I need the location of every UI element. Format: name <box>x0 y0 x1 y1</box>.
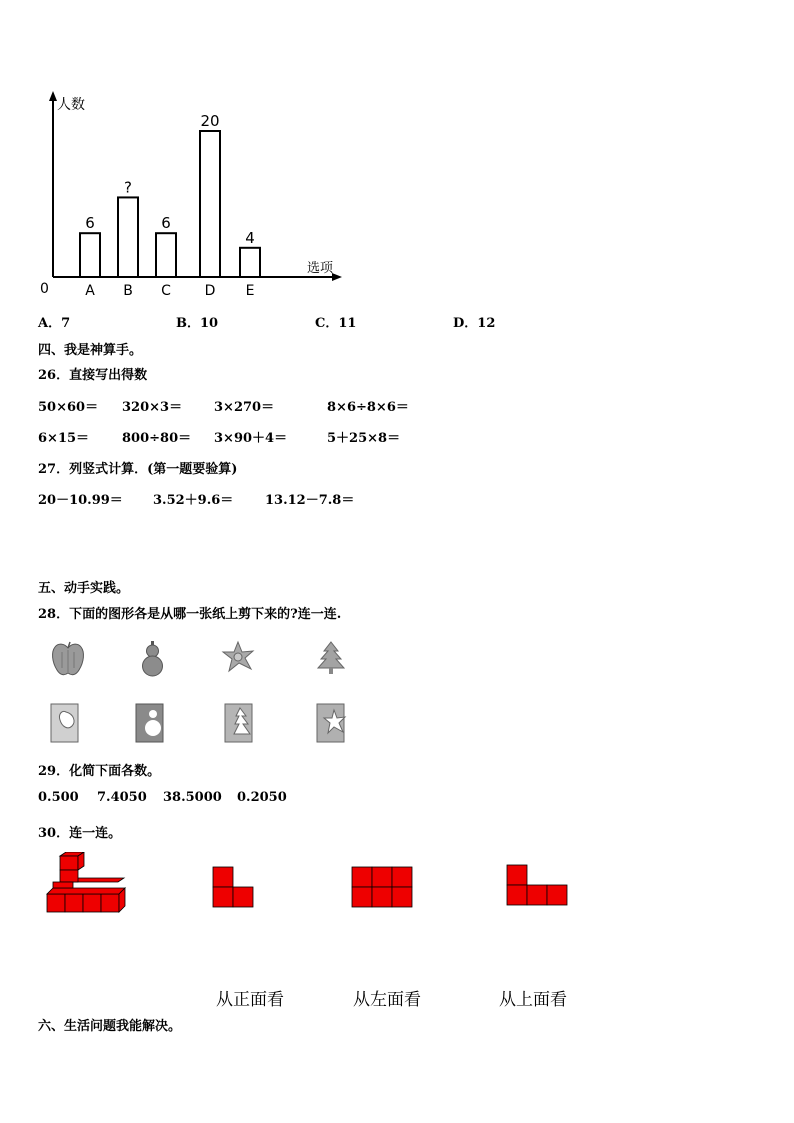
flower-shape-icon <box>220 640 256 674</box>
q29-item: 38.5000 <box>163 790 222 805</box>
bar-value-label: 4 <box>245 228 255 247</box>
q26-item: 8×6÷8×6＝ <box>327 400 409 415</box>
bar <box>200 131 220 277</box>
bar-value-label: 6 <box>85 214 95 233</box>
gourd-shape-icon <box>137 640 169 678</box>
q26-item: 800÷80＝ <box>122 431 192 446</box>
bar <box>118 197 138 277</box>
cube-stack-3d-icon <box>44 852 128 916</box>
paper-sheet-icon <box>133 702 167 744</box>
paper-sheet-icon <box>48 702 82 744</box>
paper-sheet-icon <box>222 702 256 744</box>
view-shape-icon <box>212 866 256 908</box>
q29-title: 29．化简下面各数。 <box>38 764 161 779</box>
q28-title: 28．下面的图形各是从哪一张纸上剪下来的?连一连. <box>38 607 342 622</box>
origin-label: 0 <box>40 281 49 297</box>
option-c: C．11 <box>315 316 357 331</box>
q26-title: 26．直接写出得数 <box>38 368 148 383</box>
view-shape-icon <box>506 864 570 906</box>
apple-shape-icon <box>50 640 86 678</box>
q26-item: 3×90＋4＝ <box>214 431 288 446</box>
q29-item: 0.500 <box>38 790 79 805</box>
q29-item: 7.4050 <box>97 790 147 805</box>
option-a: A．7 <box>38 316 71 331</box>
y-axis-label: 人数 <box>57 97 85 113</box>
q27-item: 3.52＋9.6＝ <box>153 493 234 508</box>
paper-sheet-icon <box>314 702 348 744</box>
x-axis-label: 选项 <box>307 261 334 276</box>
x-axis-arrow <box>332 273 342 281</box>
view-label-top: 从上面看 <box>499 990 567 1010</box>
q26-item: 50×60＝ <box>38 400 99 415</box>
view-label-front: 从正面看 <box>216 990 284 1010</box>
category-label: E <box>245 283 255 299</box>
section-5-title: 五、动手实践。 <box>38 581 130 596</box>
option-b: B．10 <box>176 316 219 331</box>
category-label: D <box>204 283 216 299</box>
category-label: C <box>161 283 171 299</box>
tree-shape-icon <box>315 640 347 676</box>
q26-item: 3×270＝ <box>214 400 275 415</box>
bar-chart <box>30 85 360 310</box>
bar <box>80 233 100 277</box>
section-6-title: 六、生活问题我能解决。 <box>38 1019 182 1034</box>
q27-item: 20－10.99＝ <box>38 493 123 508</box>
bar-value-label: 20 <box>200 112 220 130</box>
section-4-title: 四、我是神算手。 <box>38 343 143 358</box>
bar-value-label: ? <box>124 178 132 197</box>
category-label: A <box>85 283 95 299</box>
option-d: D．12 <box>453 316 496 331</box>
q27-item: 13.12－7.8＝ <box>265 493 355 508</box>
q30-title: 30．连一连。 <box>38 826 122 841</box>
q26-item: 5＋25×8＝ <box>327 431 401 446</box>
bar <box>156 233 176 277</box>
category-label: B <box>123 283 133 299</box>
q26-item: 6×15＝ <box>38 431 90 446</box>
q27-title: 27．列竖式计算．(第一题要验算) <box>38 462 238 477</box>
q29-item: 0.2050 <box>237 790 287 805</box>
view-label-left: 从左面看 <box>353 990 421 1010</box>
bar-value-label: 6 <box>161 214 171 233</box>
y-axis-arrow <box>49 91 57 101</box>
view-shape-icon <box>351 866 413 908</box>
q26-item: 320×3＝ <box>122 400 183 415</box>
bar <box>240 248 260 277</box>
